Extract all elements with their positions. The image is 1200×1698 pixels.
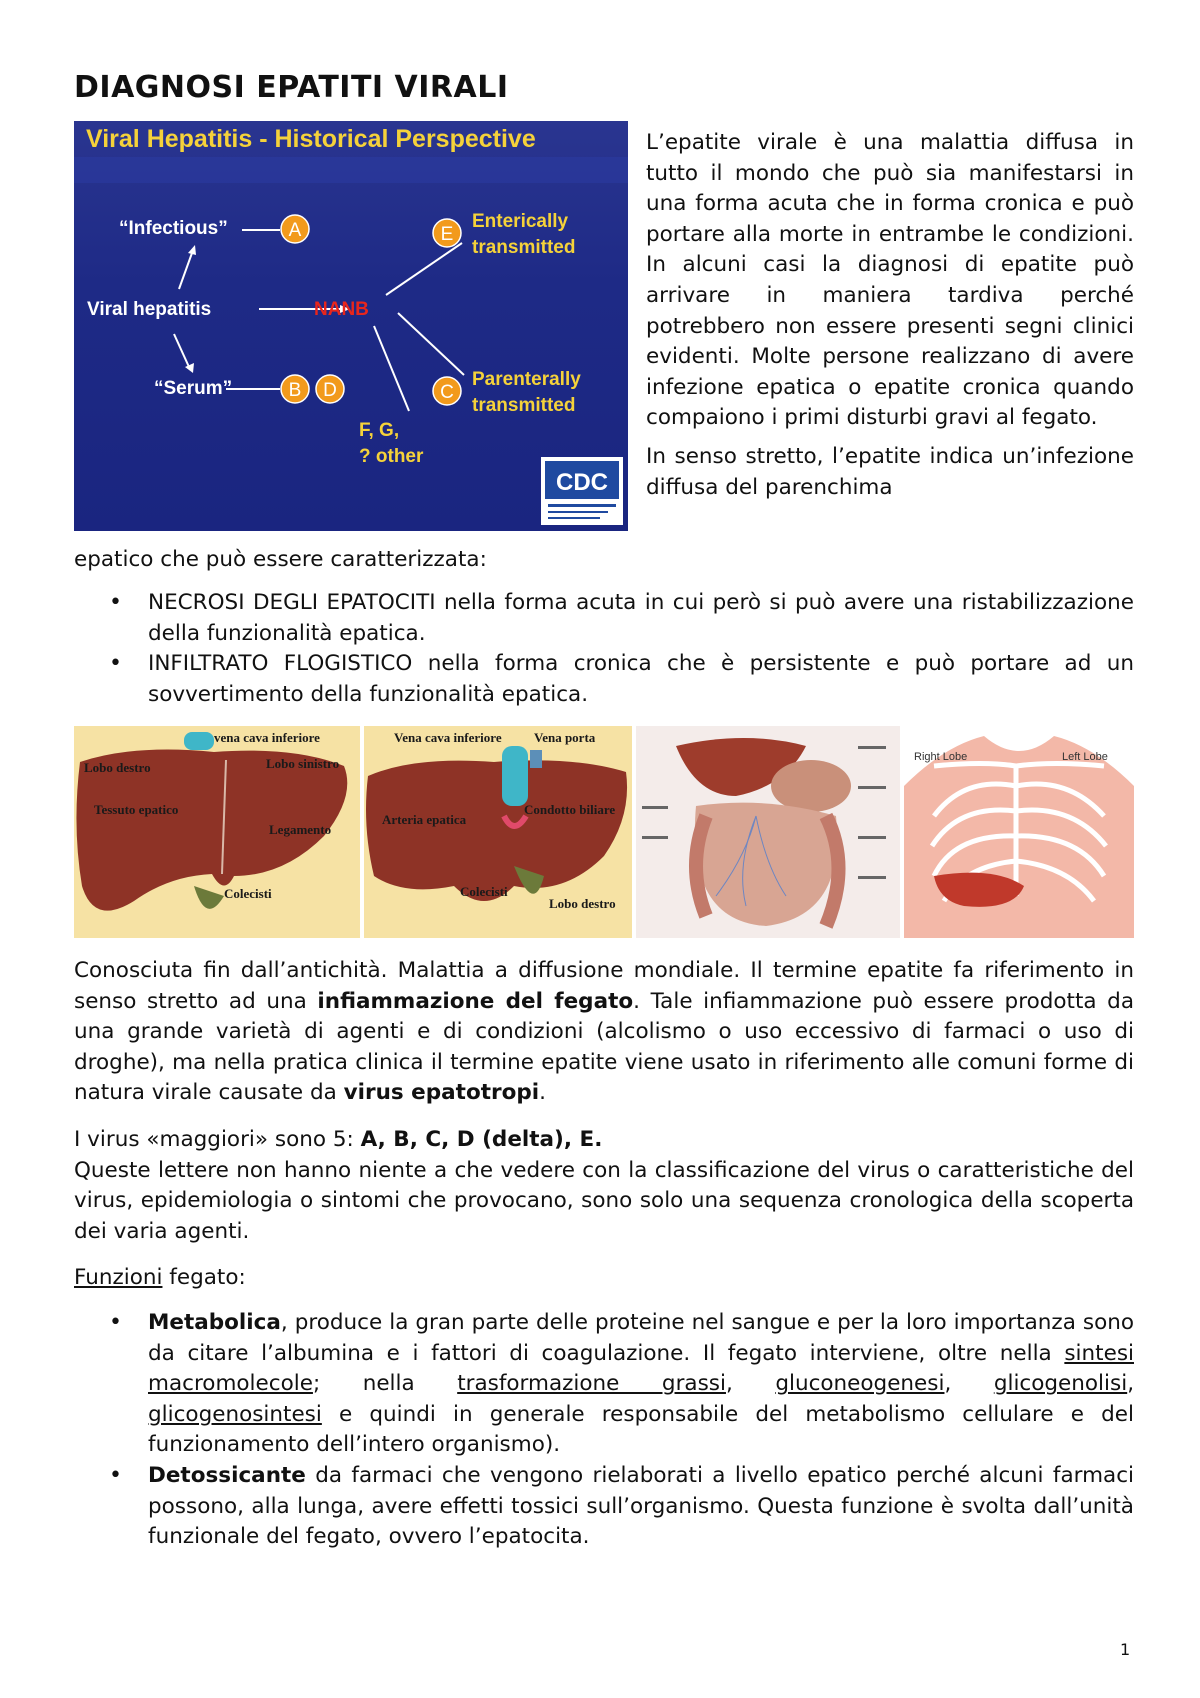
slide-parent-1: Parenterally bbox=[472, 369, 581, 390]
viral-hepatitis-slide bbox=[74, 121, 628, 531]
cdc-logo-text: CDC bbox=[556, 469, 608, 496]
liver1-lobo-sinistro: Lobo sinistro bbox=[266, 756, 340, 771]
intro-paragraph-1: L’epatite virale è una malattia diffusa in tutto il mondo che può sia manifestarsi in una forma acuta che in forma cronica e può portare alla morte in entrambe le condizioni. In alcuni casi la diagnosi di epatite può arrivare in maniera tardiva perché potrebbero non essere presenti segni clinici evidenti. Molte persone realizzano di avere infezione epatica o epatite cronica quando compaiono i primi disturbi gravi al fegato. bbox=[646, 130, 1134, 431]
history-paragraph bbox=[74, 956, 1134, 1109]
liver2-condotto: Condotto biliare bbox=[524, 802, 616, 817]
chest-liver-location-image bbox=[904, 726, 1134, 938]
slide-other-2: ? other bbox=[359, 446, 424, 467]
liver2-vena: Vena cava inferiore bbox=[394, 730, 502, 745]
liver1-tessuto: Tessuto epatico bbox=[94, 802, 179, 817]
slide-parent-2: transmitted bbox=[472, 395, 576, 416]
metabolica-u1: sintesi macromolecole bbox=[148, 1340, 1134, 1397]
intro-text bbox=[646, 128, 1134, 511]
slide-infectious: “Infectious” bbox=[119, 218, 228, 239]
list-item-detossicante bbox=[74, 1461, 1134, 1553]
history-bold-virus: virus epatotropi bbox=[343, 1080, 540, 1106]
intro-paragraph-2: In senso stretto, l’epatite indica un’infezione diffusa del parenchima bbox=[646, 443, 1134, 500]
history-text-a: Conosciuta fin dall’antichità. Malattia a diffusione mondiale. Il termine epatite fa riferimento in senso stretto ad una bbox=[74, 958, 1134, 1014]
letters-paragraph: Queste lettere non hanno niente a che vedere con la classificazione del virus o caratteristiche del virus, epidemiologia o sintomi che provocano, sono solo una sequenza cronologica della scoperta dei varia agenti. bbox=[74, 1157, 1134, 1244]
liver1-colecisti: Colecisti bbox=[224, 886, 272, 901]
metabolica-text-3: , bbox=[725, 1371, 776, 1397]
page-title: DIAGNOSI EPATITI VIRALI bbox=[74, 70, 509, 105]
chest-right-lobe: Right Lobe bbox=[914, 751, 968, 763]
cdc-logo-icon bbox=[541, 457, 623, 525]
metabolica-u2: trasformazione grassi bbox=[457, 1371, 726, 1397]
metabolica-u5: glicogenosintesi bbox=[148, 1401, 322, 1427]
intro-history-section bbox=[74, 956, 1134, 1123]
metabolica-u3: gluconeogenesi bbox=[775, 1371, 945, 1397]
functions-rest: fegato: bbox=[162, 1265, 246, 1290]
slide-bubble-b: B bbox=[288, 380, 302, 401]
history-text-e: . bbox=[539, 1080, 546, 1106]
list-item-metabolica bbox=[74, 1308, 1134, 1461]
liver1-lobo-destro: Lobo destro bbox=[84, 760, 151, 775]
metabolica-text-2: ; nella bbox=[312, 1371, 458, 1397]
metabolica-text-4: , bbox=[944, 1371, 994, 1397]
liver-image-row bbox=[74, 726, 1134, 938]
slide-heading: Viral Hepatitis - Historical Perspective bbox=[86, 125, 536, 153]
major-viruses-text: I virus «maggiori» sono 5: bbox=[74, 1127, 361, 1152]
liver1-legamento: Legamento bbox=[269, 822, 332, 837]
liver1-vena: vena cava inferiore bbox=[214, 730, 320, 745]
slide-bubble-d: D bbox=[323, 380, 337, 401]
liver-posterior-image bbox=[364, 726, 632, 938]
liver2-porta: Vena porta bbox=[534, 730, 596, 745]
history-text-c: . Tale infiammazione può essere prodotta da una grande varietà di agenti e di condizioni (alcolismo o uso eccessivo di farmaci o uso di droghe), ma nella pratica clinica il termine epatite viene usato in riferimento alle comuni forme di natura virale causate da bbox=[74, 988, 1134, 1106]
major-viruses-letters: A, B, C, D (delta), E. bbox=[360, 1127, 603, 1152]
abdominal-organs-image bbox=[636, 726, 900, 938]
functions-underlined: Funzioni bbox=[74, 1265, 163, 1290]
slide-nanb: NANB bbox=[314, 299, 369, 320]
page-number: 1 bbox=[1120, 1640, 1131, 1659]
major-viruses-line bbox=[74, 1125, 1134, 1156]
slide-bubble-c: C bbox=[440, 382, 454, 403]
slide-bubble-a: A bbox=[288, 220, 302, 241]
metabolica-text-1: , produce la gran parte delle proteine nel sangue e per la loro importanza sono da citare l’albumina e i fattori di coagulazione. Il fegato interviene, oltre nella bbox=[148, 1310, 1134, 1366]
detossicante-bold: Detossicante bbox=[148, 1462, 306, 1488]
liver-functions-list bbox=[74, 1308, 1134, 1553]
slide-serum: “Serum” bbox=[154, 378, 233, 399]
history-bold-inflammation: infiammazione del fegato bbox=[317, 988, 634, 1014]
metabolica-text-5: , bbox=[1127, 1371, 1135, 1397]
detossicante-text: da farmaci che vengono rielaborati a livello epatico perché alcuni farmaci possono, alla lunga, avere effetti tossici sull’organismo. Questa funzione è svolta dall’unità funzionale del fegato, ovvero l’epatocita. bbox=[148, 1462, 1134, 1550]
metabolica-u4: glicogenolisi bbox=[993, 1371, 1128, 1397]
list-item: • NECROSI DEGLI EPATOCITI nella forma acuta in cui però si può avere una ristabilizzazione della funzionalità epatica. bbox=[74, 588, 1134, 649]
hepatitis-characteristics-list bbox=[74, 588, 1134, 710]
major-viruses-section bbox=[74, 1125, 1134, 1247]
liver2-arteria: Arteria epatica bbox=[382, 812, 467, 827]
slide-enteric-1: Enterically bbox=[472, 211, 569, 232]
intro-paragraph-2-continued: epatico che può essere caratterizzata: bbox=[74, 547, 487, 572]
liver2-colecisti: Colecisti bbox=[460, 884, 508, 899]
chest-left-lobe: Left Lobe bbox=[1062, 751, 1108, 763]
liver-anterior-image bbox=[74, 726, 360, 938]
list-item: • INFILTRATO FLOGISTICO nella forma cronica che è persistente e può portare ad un sovvertimento della funzionalità epatica. bbox=[74, 649, 1134, 710]
metabolica-bold: Metabolica bbox=[148, 1310, 281, 1335]
slide-other-1: F, G, bbox=[359, 420, 400, 441]
liver2-lobo-destro: Lobo destro bbox=[549, 896, 616, 911]
metabolica-text-6: e quindi in generale responsabile del metabolismo cellulare e del funzionamento dell’intero organismo). bbox=[148, 1401, 1134, 1458]
liver-functions-heading bbox=[74, 1263, 1134, 1294]
slide-viral-hepatitis: Viral hepatitis bbox=[87, 299, 212, 320]
slide-enteric-2: transmitted bbox=[472, 237, 576, 258]
slide-bubble-e: E bbox=[440, 224, 454, 245]
